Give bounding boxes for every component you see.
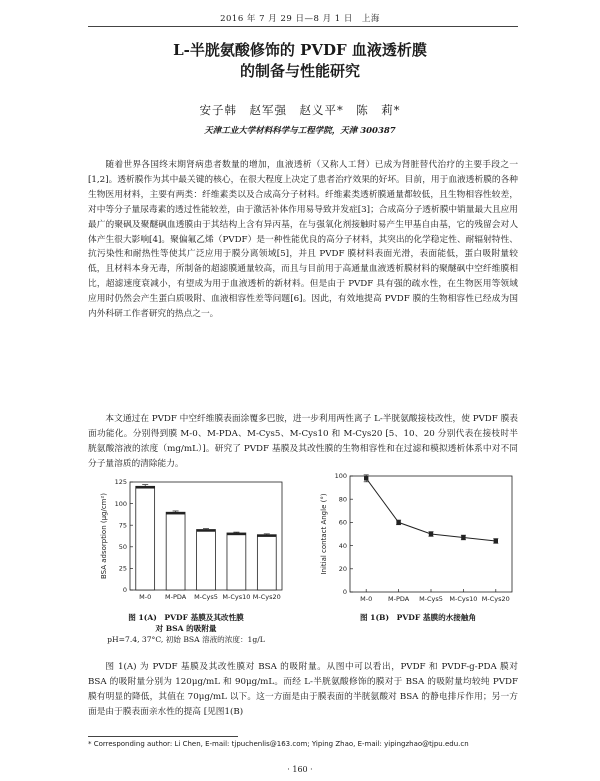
caption-a-title: 图 1(A) PVDF 基膜及其改性膜: [128, 613, 244, 622]
caption-a-title-2: 对 BSA 的吸附量: [155, 624, 217, 633]
caption-b-title: 图 1(B) PVDF 基膜的水接触角: [359, 613, 477, 622]
title-line-2: 的制备与性能研究: [239, 62, 360, 80]
y-tick-label: 0: [122, 586, 127, 595]
bar-M-Cys5: [197, 530, 216, 590]
bar-M-0: [136, 486, 155, 590]
point-M-0: [364, 476, 368, 480]
bar-M-PDA: [166, 512, 185, 590]
title-line-1: L-半胱氨酸修饰的 PVDF 血液透析膜: [173, 41, 427, 59]
x-tick-label: M-0: [139, 593, 152, 601]
y-tick-label: 100: [114, 499, 127, 508]
paragraph-results: 图 1(A) 为 PVDF 基膜及其改性膜对 BSA 的吸附量。从图中可以看出，PVDF 和 PVDF-g-PDA 膜对 BSA 的吸附量分别为 120μg/mL 和 90μg/mL。而经 L-半胱氨酸修饰的膜对于 BSA 的吸附量均较纯 PVDF 膜有明显的降低，其值在 70μg/mL 以下。这一方面是由于膜表面的半胱氨酸对 BSA 的静电排斥作用；另一方面是由于膜表面亲水性的提高 [见图1(B): [88, 662, 518, 717]
running-header: 2016 年 7 月 29 日—8 月 1 日 上海: [220, 14, 380, 24]
affiliation: 天津工业大学材料科学与工程学院，天津 300387: [204, 126, 396, 136]
y-tick-label: 80: [338, 495, 347, 504]
bsa-adsorption-bar-chart: [96, 472, 286, 610]
point-M-Cys5: [429, 532, 433, 536]
figure-1a: [96, 472, 286, 610]
paper-title: [0, 40, 600, 82]
footnote: * Corresponding author: Li Chen, E-mail: tjpuchenlis@163.com; Yiping Zhao, E-mail: yipingzhao@tjpu.edu.cn: [88, 740, 469, 748]
bar-M-Cys10: [227, 533, 246, 590]
point-M-Cys10: [461, 535, 465, 539]
x-tick-label: M-Cys20: [481, 595, 510, 603]
point-M-PDA: [396, 520, 400, 524]
x-tick-label: M-Cys10: [449, 595, 478, 603]
paragraph-intro: 随着世界各国终末期肾病患者数量的增加，血液透析（又称人工肾）已成为肾脏替代治疗的主要手段之一[1,2]。透析膜作为其中最关键的核心，在很大程度上决定了患者治疗效果的好坏。目前，用于血液透析膜的各种生物医用材料，主要有两类：纤维素类以及合成高分子材料。纤维素类透析膜通量都较低，且生物相容性较差，对中等分子量尿毒素的透过性能较差，由于激活补体作用易导致并发症[3]；合成高分子透析膜中销量最大且应用最广的聚砜及聚醚砜血透膜由于其结构上含有异丙基，在与强氧化剂接触时易产生甲基自由基，它的残留会对人体产生很大影响[4]。聚偏氟乙烯（PVDF）是一种性能优良的高分子材料，其突出的化学稳定性、耐辐射特性、抗污染性和耐热性等使其广泛应用于膜分离领域[5]，并且 PVDF 膜材料表面光滑，表面能低，蛋白吸附量较低，且材料本身无毒，所制备的超滤膜通量较高，而且与目前用于高通量血液透析膜材料的聚醚砜中空纤维膜相比，超滤速度衰减小，有望成为用于血液透析的新材料。但是由于 PVDF 具有强的疏水性，在生物医用等领域应用时仍然会产生蛋白质吸附、血液相容性差等问题[6]。因此，有效地提高 PVDF 膜的生物相容性已经成为国内外科研工作者研究的热点之一。: [88, 160, 518, 320]
y-axis-label: BSA adsorption (μg/cm²): [100, 492, 108, 580]
y-tick-label: 25: [118, 564, 127, 573]
figure-1b-caption: [318, 612, 518, 623]
y-tick-label: 75: [118, 521, 127, 530]
y-tick-label: 0: [342, 588, 347, 597]
bar-M-Cys20: [257, 535, 276, 590]
y-tick-label: 125: [114, 478, 127, 487]
point-M-Cys20: [494, 539, 498, 543]
x-tick-label: M-PDA: [164, 593, 187, 601]
caption-a-conditions: pH=7.4, 37°C, 初始 BSA 溶液的浓度：1g/L: [107, 635, 265, 644]
y-axis-label: Initial contact Angle (°): [320, 493, 328, 575]
x-tick-label: M-Cys5: [194, 593, 218, 601]
x-tick-label: M-0: [360, 595, 373, 603]
figure-1a-caption: [96, 612, 276, 645]
x-tick-label: M-PDA: [387, 595, 410, 603]
paragraph-method: 本文通过在 PVDF 中空纤维膜表面涂覆多巴胺，进一步利用两性离子 L-半胱氨酸接枝改性，使 PVDF 膜表面功能化。分别得到膜 M-0、M-PDA、M-Cys5、M-Cys10 和 M-Cys20 [5、10、20 分别代表在接枝时半胱氨酸溶液的浓度（mg/mL）]。研究了 PVDF 基膜及其改性膜的生物相容性和在过滤和模拟透析体系中对不同分子量溶质的清除能力。: [88, 414, 518, 469]
page-number: · 160 ·: [287, 765, 313, 774]
authors: 安子韩 赵军强 赵义平* 陈 莉*: [199, 103, 401, 117]
y-tick-label: 50: [118, 543, 127, 551]
y-tick-label: 60: [338, 518, 347, 527]
header-rule: [88, 26, 518, 27]
y-tick-label: 20: [338, 565, 347, 573]
y-tick-label: 40: [338, 541, 347, 550]
y-tick-label: 100: [334, 472, 347, 481]
x-tick-label: M-Cys20: [252, 593, 281, 601]
x-tick-label: M-Cys5: [419, 595, 443, 603]
contact-angle-line-chart: [316, 468, 516, 610]
figure-1b: [316, 468, 516, 610]
footnote-rule: [88, 736, 238, 737]
x-tick-label: M-Cys10: [222, 593, 251, 601]
